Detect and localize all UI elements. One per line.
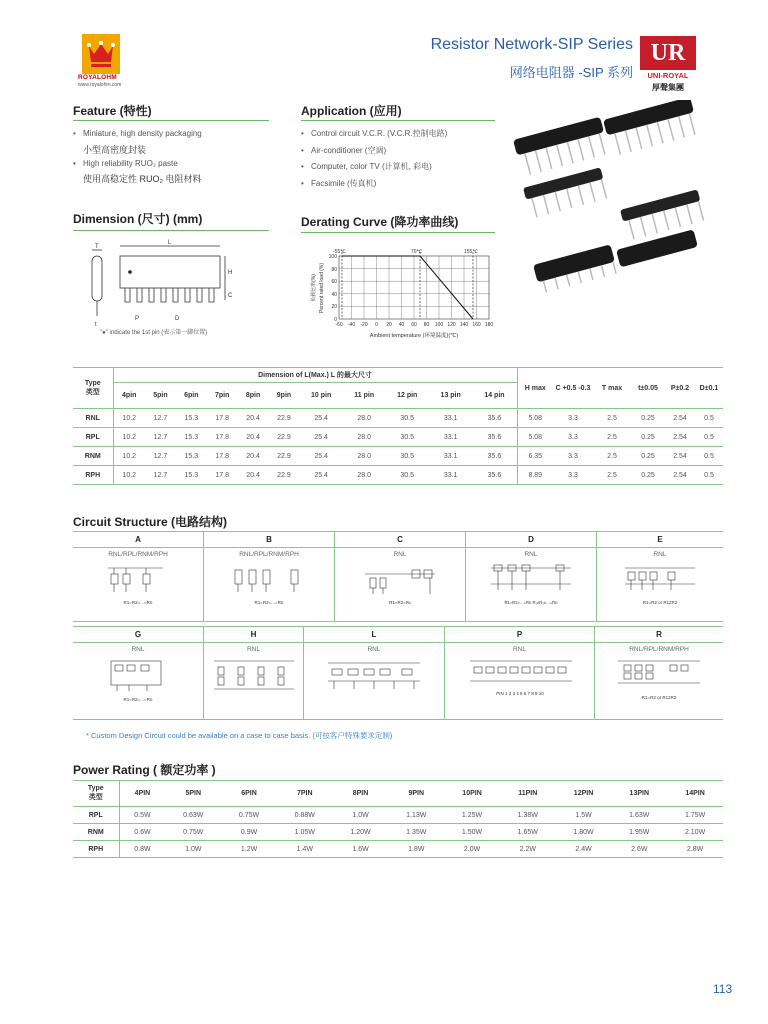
page-number: 113	[713, 982, 733, 996]
table-cell: 0.8W	[119, 841, 165, 858]
table-cell: 1.0W	[333, 807, 389, 824]
svg-text:40: 40	[398, 322, 405, 328]
tt-header: t±0.05	[631, 368, 665, 409]
table-cell: 2.54	[665, 428, 695, 447]
application-item: • Facsimile (传真机)	[301, 178, 377, 188]
pin-header: 10 pin	[299, 383, 342, 409]
application-list	[301, 126, 501, 192]
table-cell: 6.35	[517, 447, 553, 466]
row-type: RPL	[73, 428, 113, 447]
table-cell: 1.65W	[500, 824, 556, 841]
uniroyal-name: UNI-ROYAL	[647, 71, 689, 80]
derating-xlabel: Ambient temperature (环境温度)(℃)	[369, 333, 459, 339]
table-cell: 0.9W	[221, 824, 277, 841]
derating-ylabel-cn: 负载比率(%)	[311, 274, 317, 302]
table-cell: 2.2W	[500, 841, 556, 858]
table-cell: 30.5	[385, 447, 428, 466]
circuit-c: C RNL R1=R2=Rₙ	[335, 532, 466, 621]
svg-text:R1=R2 or R1≠R2: R1=R2 or R1≠R2	[641, 695, 677, 700]
type-header: Type 类型	[73, 781, 119, 807]
table-cell: 1.80W	[556, 824, 612, 841]
power-table	[73, 780, 723, 858]
svg-text:PIN 1 2 3 4 5 6 7 8 9 10: PIN 1 2 3 4 5 6 7 8 9 10	[495, 691, 544, 696]
circuit-r: R RNL/RPL/RNM/RPH R1=R2 or R1≠R2	[595, 627, 723, 719]
pin-header: 7pin	[207, 383, 238, 409]
svg-text:R1=R2=...=Rn R₁≠R₂≠...=Rn: R1=R2=...=Rn R₁≠R₂≠...=Rn	[504, 600, 558, 605]
dimension-note: "●" indicate the 1st pin (表示第一脚位置)	[100, 330, 208, 336]
custom-design-note: * Custom Design Circuit could be available on a case to case basis. (可按客户特殊要求定制)	[86, 731, 393, 740]
table-row	[73, 807, 723, 824]
svg-text:80: 80	[331, 267, 337, 273]
circuit-heading: Circuit Structure (电路结构)	[73, 515, 228, 529]
table-cell: 1.25W	[444, 807, 500, 824]
application-item: • Control circuit V.C.R. (V.C.R.控制电路)	[301, 129, 448, 138]
p-header: P±0.2	[665, 368, 695, 409]
circuit-c-diagram	[360, 560, 440, 608]
table-cell: 12.7	[145, 409, 176, 428]
table-cell: 25.4	[299, 447, 342, 466]
power-table-body	[73, 807, 723, 858]
table-row	[73, 447, 723, 466]
svg-text:20: 20	[331, 304, 337, 310]
table-cell: 1.2W	[221, 841, 277, 858]
svg-text:-40: -40	[347, 322, 356, 328]
table-cell: 25.4	[299, 409, 342, 428]
derating-mark-155: 155℃	[464, 249, 478, 255]
pin-header: 9pin	[269, 383, 300, 409]
table-cell: 22.9	[269, 428, 300, 447]
pin-header: 10PIN	[444, 781, 500, 807]
feature-list	[73, 126, 273, 185]
pin-header: 4PIN	[119, 781, 165, 807]
table-cell: 22.9	[269, 466, 300, 485]
svg-text:-60: -60	[335, 322, 343, 328]
table-cell: 2.10W	[667, 824, 723, 841]
crown-icon	[86, 38, 116, 70]
table-cell: 25.4	[299, 466, 342, 485]
table-cell: 2.54	[665, 409, 695, 428]
table-cell: 1.8W	[388, 841, 444, 858]
table-cell: 15.3	[176, 466, 207, 485]
pin-header: 9PIN	[388, 781, 444, 807]
svg-text:R1=R2=...=Rn: R1=R2=...=Rn	[254, 600, 284, 605]
table-cell: 8.89	[517, 466, 553, 485]
table-cell: 10.2	[113, 409, 145, 428]
application-heading: Application (应用)	[301, 104, 402, 118]
feature-item-cn: 使用高稳定性 RUO₂ 电阻材料	[83, 174, 202, 184]
table-cell: 0.75W	[221, 807, 277, 824]
row-type: RNM	[73, 447, 113, 466]
pin-header: 6PIN	[221, 781, 277, 807]
pin-header: 13 pin	[429, 383, 472, 409]
pin-header: 14PIN	[667, 781, 723, 807]
row-type: RPH	[73, 466, 113, 485]
svg-text:20: 20	[386, 322, 392, 328]
table-cell: 25.4	[299, 428, 342, 447]
table-row	[73, 824, 723, 841]
pin-header: 12 pin	[385, 383, 428, 409]
table-cell: 15.3	[176, 428, 207, 447]
derating-ylabel-en: Percent rated load (%)	[319, 262, 325, 314]
table-cell: 1.35W	[388, 824, 444, 841]
uniroyal-logo: UR	[640, 36, 696, 70]
brand-url: www.royalohm.com	[78, 82, 122, 88]
row-type: RPH	[73, 841, 119, 858]
pin-header: 14 pin	[472, 383, 517, 409]
application-item: • Computer, color TV (计算机, 彩电)	[301, 162, 432, 171]
table-cell: 20.4	[238, 428, 269, 447]
table-row	[73, 841, 723, 858]
pin-header: 6pin	[176, 383, 207, 409]
table-cell: 0.75W	[165, 824, 221, 841]
svg-text:140: 140	[459, 322, 469, 328]
product-photo	[508, 100, 708, 315]
application-item: • Air-conditioner (空调)	[301, 145, 387, 155]
svg-text:120: 120	[447, 322, 456, 328]
circuit-p: P RNL PIN 1 2 3 4 5 6 7 8 9 10	[445, 627, 595, 719]
svg-text:R1=R2 or R1≠R2: R1=R2 or R1≠R2	[642, 600, 678, 605]
svg-text:160: 160	[472, 322, 481, 328]
table-cell: 3.3	[553, 428, 593, 447]
table-cell: 33.1	[429, 409, 472, 428]
table-cell: 22.9	[269, 447, 300, 466]
table-cell: 12.7	[145, 447, 176, 466]
pin-header: 7PIN	[277, 781, 333, 807]
svg-text:180: 180	[484, 322, 494, 328]
pin-header: 11PIN	[500, 781, 556, 807]
table-cell: 15.3	[176, 409, 207, 428]
row-type: RPL	[73, 807, 119, 824]
table-cell: 17.8	[207, 466, 238, 485]
table-cell: 2.8W	[667, 841, 723, 858]
circuit-l: L RNL	[304, 627, 445, 719]
table-cell: 10.2	[113, 428, 145, 447]
pin-header: 8PIN	[333, 781, 389, 807]
table-cell: 2.54	[665, 447, 695, 466]
table-cell: 28.0	[343, 447, 386, 466]
feature-heading: Feature (特性)	[73, 104, 152, 118]
svg-text:-20: -20	[360, 322, 368, 328]
table-cell: 3.3	[553, 409, 593, 428]
feature-rule	[73, 120, 269, 121]
group-header: Dimension of L(Max.) L 的最大尺寸	[113, 368, 517, 383]
circuit-h: H RNL	[204, 627, 304, 719]
svg-text:60: 60	[411, 322, 417, 328]
table-cell: 2.54	[665, 466, 695, 485]
pin-header: 5pin	[145, 383, 176, 409]
h-header: H max	[517, 368, 553, 409]
table-cell: 1.20W	[333, 824, 389, 841]
table-cell: 35.6	[472, 447, 517, 466]
svg-text:0: 0	[375, 322, 378, 328]
table-cell: 20.4	[238, 447, 269, 466]
table-cell: 30.5	[385, 466, 428, 485]
table-cell: 17.8	[207, 428, 238, 447]
table-cell: 33.1	[429, 466, 472, 485]
table-cell: 0.5	[695, 447, 723, 466]
table-cell: 12.7	[145, 428, 176, 447]
row-type: RNL	[73, 409, 113, 428]
dimension-drawing	[80, 236, 250, 328]
table-cell: 12.7	[145, 466, 176, 485]
table-cell: 0.25	[631, 466, 665, 485]
table-cell: 28.0	[343, 409, 386, 428]
circuit-a: A RNL/RPL/RNM/RPH R1=R2=...=Rn	[73, 532, 204, 621]
page-subtitle: 网络电阻器 -SIP 系列	[509, 65, 633, 80]
dimension-heading: Dimension (尺寸) (mm)	[73, 212, 203, 226]
table-cell: 5.08	[517, 409, 553, 428]
derating-rule	[301, 232, 495, 233]
table-cell: 33.1	[429, 428, 472, 447]
circuit-a-diagram	[103, 560, 173, 608]
table-cell: 17.8	[207, 447, 238, 466]
table-cell: 1.50W	[444, 824, 500, 841]
derating-heading: Derating Curve (降功率曲线)	[301, 215, 459, 229]
brand-name: ROYALOHM	[78, 74, 117, 81]
table-cell: 33.1	[429, 447, 472, 466]
table-cell: 1.0W	[165, 841, 221, 858]
dimension-rule	[73, 230, 269, 231]
table-cell: 1.75W	[667, 807, 723, 824]
circuit-g: G RNL R1=R2=...=Rn	[73, 627, 204, 719]
table-cell: 5.08	[517, 428, 553, 447]
table-cell: 0.5	[695, 466, 723, 485]
uniroyal-cn: 厚聲集團	[652, 83, 684, 92]
dim-label-c: C	[228, 293, 233, 299]
svg-text:80: 80	[423, 322, 430, 328]
feature-item-cn: 小型高密度封装	[83, 144, 147, 155]
table-cell: 0.6W	[119, 824, 165, 841]
dim-label-t: T	[95, 244, 99, 250]
table-row	[73, 466, 723, 485]
derating-chart	[301, 244, 511, 344]
pin-header: 13PIN	[611, 781, 667, 807]
table-cell: 0.88W	[277, 807, 333, 824]
table-cell: 0.5W	[119, 807, 165, 824]
table-cell: 1.4W	[277, 841, 333, 858]
table-cell: 0.25	[631, 428, 665, 447]
table-cell: 2.4W	[556, 841, 612, 858]
circuit-d-diagram	[486, 560, 576, 608]
svg-text:100: 100	[434, 322, 444, 328]
table-cell: 1.05W	[277, 824, 333, 841]
table-cell: 2.0W	[444, 841, 500, 858]
pin-header: 4pin	[113, 383, 145, 409]
dim-label-l: L	[168, 240, 172, 246]
derating-mark-55: -55℃	[333, 249, 346, 255]
table-cell: 0.5	[695, 409, 723, 428]
pin-header: 11 pin	[343, 383, 386, 409]
table-cell: 1.6W	[333, 841, 389, 858]
d-header: D±0.1	[695, 368, 723, 409]
table-cell: 15.3	[176, 447, 207, 466]
svg-text:R1=R2=...=Rn: R1=R2=...=Rn	[123, 600, 153, 605]
t-header: T max	[593, 368, 631, 409]
dimension-table-body	[73, 409, 723, 485]
table-cell: 2.5	[593, 409, 631, 428]
table-cell: 3.3	[553, 447, 593, 466]
svg-text:R1=R2=...=Rn: R1=R2=...=Rn	[123, 697, 153, 702]
circuit-r-diagram	[614, 655, 704, 705]
table-cell: 0.25	[631, 409, 665, 428]
svg-text:40: 40	[331, 292, 337, 298]
table-cell: 0.25	[631, 447, 665, 466]
table-cell: 0.63W	[165, 807, 221, 824]
svg-text:60: 60	[331, 279, 337, 285]
c-header: C +0.5 -0.3	[553, 368, 593, 409]
circuit-p-diagram	[460, 655, 580, 705]
table-cell: 2.5	[593, 428, 631, 447]
table-cell: 10.2	[113, 466, 145, 485]
application-rule	[301, 120, 495, 121]
circuit-b-diagram	[229, 560, 309, 608]
dimension-table	[73, 367, 723, 485]
table-cell: 20.4	[238, 466, 269, 485]
circuit-e: E RNL R1=R2 or R1≠R2	[597, 532, 723, 621]
row-type: RNM	[73, 824, 119, 841]
table-cell: 30.5	[385, 428, 428, 447]
svg-text:0: 0	[334, 317, 337, 323]
table-cell: 3.3	[553, 466, 593, 485]
table-row	[73, 428, 723, 447]
circuit-g-diagram	[103, 655, 173, 705]
circuit-e-diagram	[620, 560, 700, 608]
pin-header: 12PIN	[556, 781, 612, 807]
table-cell: 20.4	[238, 409, 269, 428]
dim-label-d: D	[175, 316, 180, 322]
table-cell: 35.6	[472, 466, 517, 485]
dim-label-h: H	[228, 270, 233, 276]
feature-item: • Miniature, high density packaging	[73, 129, 202, 138]
table-cell: 28.0	[343, 466, 386, 485]
circuit-row-2	[73, 626, 723, 720]
pin-header: 8pin	[238, 383, 269, 409]
table-cell: 10.2	[113, 447, 145, 466]
table-cell: 2.5	[593, 466, 631, 485]
table-cell: 30.5	[385, 409, 428, 428]
table-cell: 2.5	[593, 447, 631, 466]
circuit-d: D RNL R1=R2=...=Rn R₁≠R₂≠...=Rn	[466, 532, 597, 621]
table-cell: 0.5	[695, 428, 723, 447]
type-header: Type 类型	[73, 368, 113, 409]
table-cell: 1.38W	[500, 807, 556, 824]
table-cell: 1.63W	[611, 807, 667, 824]
pin-header: 5PIN	[165, 781, 221, 807]
circuit-h-diagram	[210, 655, 298, 705]
derating-mark-70: 70℃	[411, 249, 423, 255]
svg-text:R1=R2=Rₙ: R1=R2=Rₙ	[389, 600, 411, 605]
table-cell: 22.9	[269, 409, 300, 428]
table-cell: 2.6W	[611, 841, 667, 858]
table-cell: 1.13W	[388, 807, 444, 824]
svg-text:100: 100	[328, 254, 337, 260]
circuit-row-1	[73, 531, 723, 622]
table-cell: 1.5W	[556, 807, 612, 824]
table-cell: 28.0	[343, 428, 386, 447]
dim-label-t-small: t	[95, 322, 97, 328]
table-cell: 35.6	[472, 409, 517, 428]
table-cell: 1.95W	[611, 824, 667, 841]
circuit-b: B RNL/RPL/RNM/RPH R1=R2=...=Rn	[204, 532, 335, 621]
feature-item: • High reliability RUO₂ paste	[73, 158, 178, 168]
page-title: Resistor Network-SIP Series	[430, 36, 633, 53]
dim-label-p: P	[135, 316, 140, 322]
circuit-l-diagram	[324, 655, 424, 705]
power-heading: Power Rating ( 额定功率 )	[73, 763, 216, 777]
table-cell: 17.8	[207, 409, 238, 428]
table-row	[73, 409, 723, 428]
table-cell: 35.6	[472, 428, 517, 447]
